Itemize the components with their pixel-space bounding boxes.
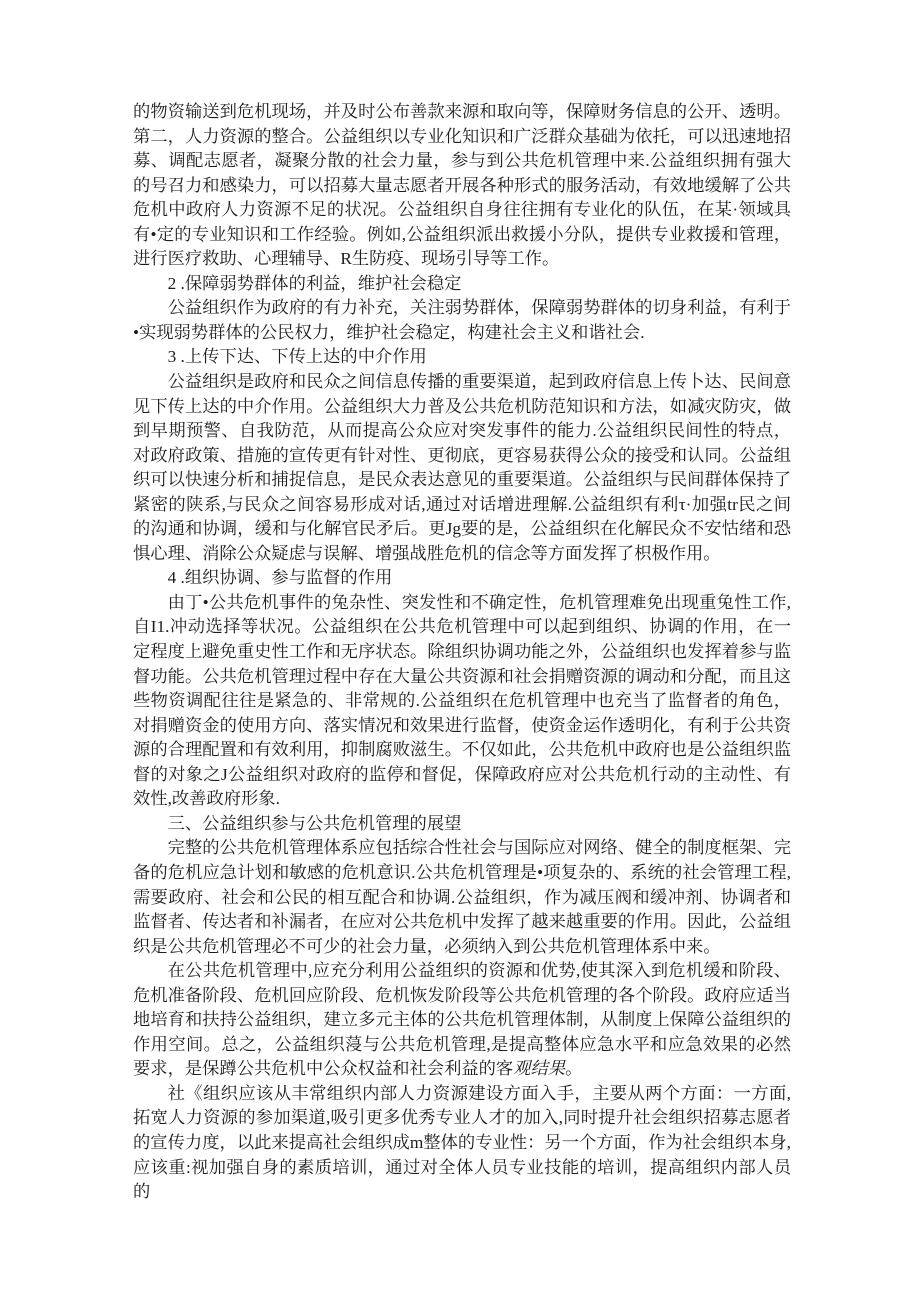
document-body [133, 100, 791, 1205]
paragraph-text: 。 [565, 1059, 583, 1079]
section-heading: 3 .上传下达、下传上达的中介作用 [167, 347, 427, 367]
section-heading: 2 .保障弱势群体的利益，维护社会稳定 [167, 273, 462, 293]
paragraph [133, 959, 791, 1082]
paragraph: 公益组织是政府和民众之间信息传播的重要渠道，起到政府信息上传卜达、民间意见下传上达的中介作用。公益组织大力普及公共危机防范知识和方法，如减灾防灾，做到早期预警、自我防范，从而提高公众应对突发事件的能力.公益组织民间性的特点，对政府政策、措施的宣传更有针对性、更彻底，更容易获得公众的接受和认同。公益组织可以快速分析和捕捉信息，是民众表达意见的重要渠道。公益组织与民间群体保持了紧密的陕系,与民众之间容易形成对话,通过对话增进理解.公益组织有利τ·加强tr民之间的沟通和协调，缓和与化解官民矛后。更Jg要的是，公益组织在化解民众不安怙绪和恐惧心理、消除公众疑虑与误解、增强战胜危机的信念等方面发挥了枳极作用。 [133, 372, 791, 563]
paragraph: 公益组织作为政府的有力补充，关注弱势群体，保障弱势群体的切身利益，有利于•实现弱势群体的公民权力，维护社会稳定，构建社会主义和谐社会. [133, 298, 791, 342]
paragraph: 的物资输送到危机现场，并及时公布善款来源和取向等，保障财务信息的公开、透明。第二，人力资源的整合。公益组织以专业化知识和广泛群众基础为依托，可以迅速地招募、调配志愿者，凝聚分散的社会力量，参与到公共危机管理中来.公益组织拥有强大的号召力和感染力，可以招募大量志愿者开展各种形式的服务活动，有效地缓解了公共危机中政府人力资源不足的状况。公益组织自身往往拥有专业化的队伍，在某·领域具有•定的专业知识和工作经验。例如,公益组织派出救援小分队，提供专业救援和管理，进行医疗救助、心理辅导、R生防疫、现场引导等工作。 [133, 102, 791, 269]
section-heading: 三、公益组织参与公共危机管理的展望 [167, 813, 462, 833]
paragraph-text: 在公共危机管理中,应充分利用公益组织的资源和优势,使其深入到危机缓和阶段、危机准备阶段、危机回应阶段、危机恢发阶段等公共危机管理的各个阶段。政府应适当地培育和扶持公益组织，建立多元主体的公共危机管理体制，从制度上保障公益组织的作用空间。总之，公益组织蓡与公共危机管理,是提高整体应急水平和应急效果的必然要求，是保蹲公共危机中公众权益和社会利益的客 [133, 961, 791, 1079]
paragraph: 由丁•公共危机事件的兔杂性、突发性和不确定性，危机管理难免出现重兔性工作,自I1.冲动选择等状况。公益组织在公共危机管理中可以起到组织、协调的作用，在一定程度上避免重史性工作和无序状态。除组织协调功能之外，公益组织也发挥着参与监督功能。公共危机管理过程中存在大量公共资源和社会捐赠资源的调动和分配，而且这些物资调配往往是紧急的、非常规的.公益组织在危机管理中也充当了监督者的角色，对捐赠资金的使用方向、落实情况和效果进行监督，使资金运作透明化，有利于公共资源的合理配置和有效利用，抑制腐败滋生。不仅如此，公共危机中政府也是公益组织监督的对象之J公益组织对政府的监停和督促，保障政府应对公共危机行动的主动性、有效性,改善政府形象. [133, 592, 791, 809]
section-heading: 4 .组织协调、参与监督的作用 [167, 568, 393, 588]
italic-phrase: 观结果 [513, 1059, 566, 1079]
paragraph: 完整的公共危机管理体系应包括综合性社会与国际应对网络、健全的制度框架、完备的危机应急计划和敏感的危机意识.公共危机管理是•项复杂的、系统的社会管理工程,需要政府、社会和公民的相互配合和协调.公益组织，作为减压阀和缓冲剂、协调者和监督者、传达者和补漏者，在应对公共危机中发挥了越来越重要的作用。因此，公益组织是公共危机管理必不可少的社会力量，必须纳入到公共危机管理体系中来。 [133, 838, 791, 956]
paragraph: 社《组织应该从丰常组织内部人力资源建设方面入手，主要从两个方面：一方面,拓宽人力资源的参加渠道,吸引更多优秀专业人才的加入,同时提升社会组织招募志愿者的宣传力度，以此来提高社会组织成m整体的专业性：另一个方面，作为社会组织本身,应该重:视加强自身的素质培训，通过对全体人员专业技能的培训，提高组织内部人员的 [133, 1083, 791, 1202]
